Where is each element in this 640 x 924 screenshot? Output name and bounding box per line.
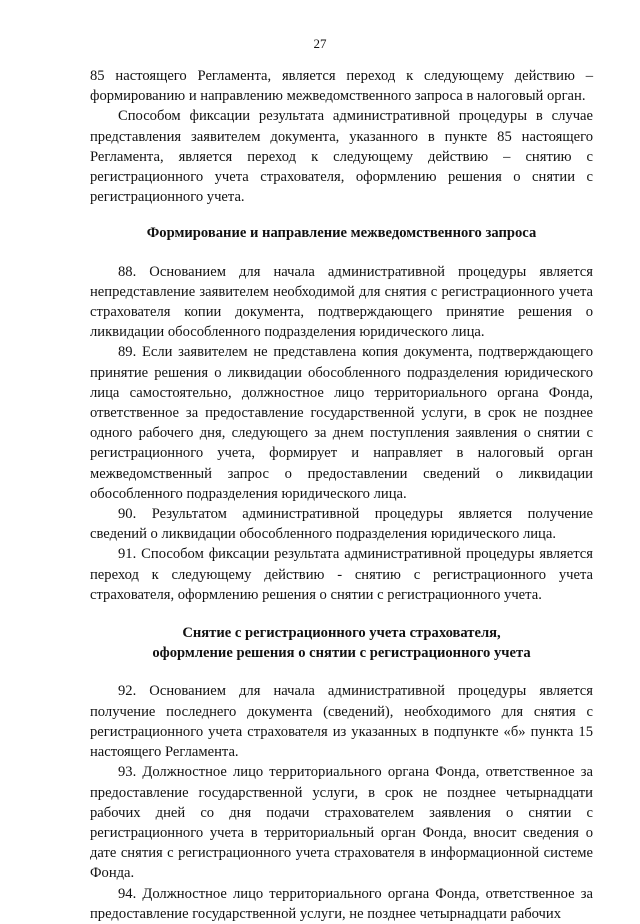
paragraph-continuation: 85 настоящего Регламента, является переход к следующему действию – формированию и направлению межведомственного запроса в налоговый орган. (90, 68, 593, 105)
paragraph-94: 94. Должностное лицо территориального органа Фонда, ответственное за предоставление государственной услуги, не позднее четырнадцати рабочих (90, 885, 593, 922)
paragraph-93: 93. Должностное лицо территориального органа Фонда, ответственное за предоставление государственной услуги, в срок не позднее четырнадцати рабочих дней со дня подачи страхователем заявления о снятии с регистрационного учета в территориальный орган Фонда, вносит сведения о дате снятия с регистрационного учета страхователя в информационной системе Фонда. (90, 764, 593, 882)
paragraph-92: 92. Основанием для начала административной процедуры является получение последнего документа (сведений), необходимого для снятия с регистрационного учета страхователя из указанных в подпункте «б» пункта 15 настоящего Регламента. (90, 683, 593, 761)
paragraph-91: 91. Способом фиксации результата административной процедуры является переход к следующему действию - снятию с регистрационного учета страхователя, оформлению решения о снятии с регистрационного учета. (90, 546, 593, 603)
section-heading: Формирование и направление межведомственного запроса (146, 225, 537, 242)
paragraph-89: 89. Если заявителем не представлена копия документа, подтверждающего принятие решения о ликвидации обособленного подразделения юридического лица самостоятельно, должностное лицо территориального органа Фонда, ответственное за предоставление государственной услуги, в срок не позднее одного рабочего дня, следующего за днем поступления заявления о снятии с регистрационного учета, формирует и направляет в налоговый орган межведомственный запрос о предоставлении сведений о ликвидации обособленного подразделения юридического лица. (90, 344, 593, 502)
paragraph-90: 90. Результатом административной процедуры является получение сведений о ликвидации обособленного подразделения юридического лица. (90, 506, 593, 543)
page-number: 27 (313, 36, 327, 51)
section-heading-2-line-2: оформление решения о снятии с регистрационного учета (152, 645, 531, 662)
document-body (90, 66, 593, 924)
paragraph: Способом фиксации результата административной процедуры в случае представления заявителем документа, указанного в пункте 85 настоящего Регламента, является переход к следующему действию – снятию с регистрационного учета страхователя, оформлению решения о снятии с регистрационного учета. (90, 108, 593, 206)
section-heading-2 (90, 623, 593, 663)
paragraph-88: 88. Основанием для начала административной процедуры является непредставление заявителем необходимой для снятия с регистрационного учета страхователя копии документа, подтверждающего принятие решения о ликвидации обособленного подразделения юридического лица. (90, 263, 593, 341)
section-heading-2-line-1: Снятие с регистрационного учета страхователя, (182, 625, 501, 642)
